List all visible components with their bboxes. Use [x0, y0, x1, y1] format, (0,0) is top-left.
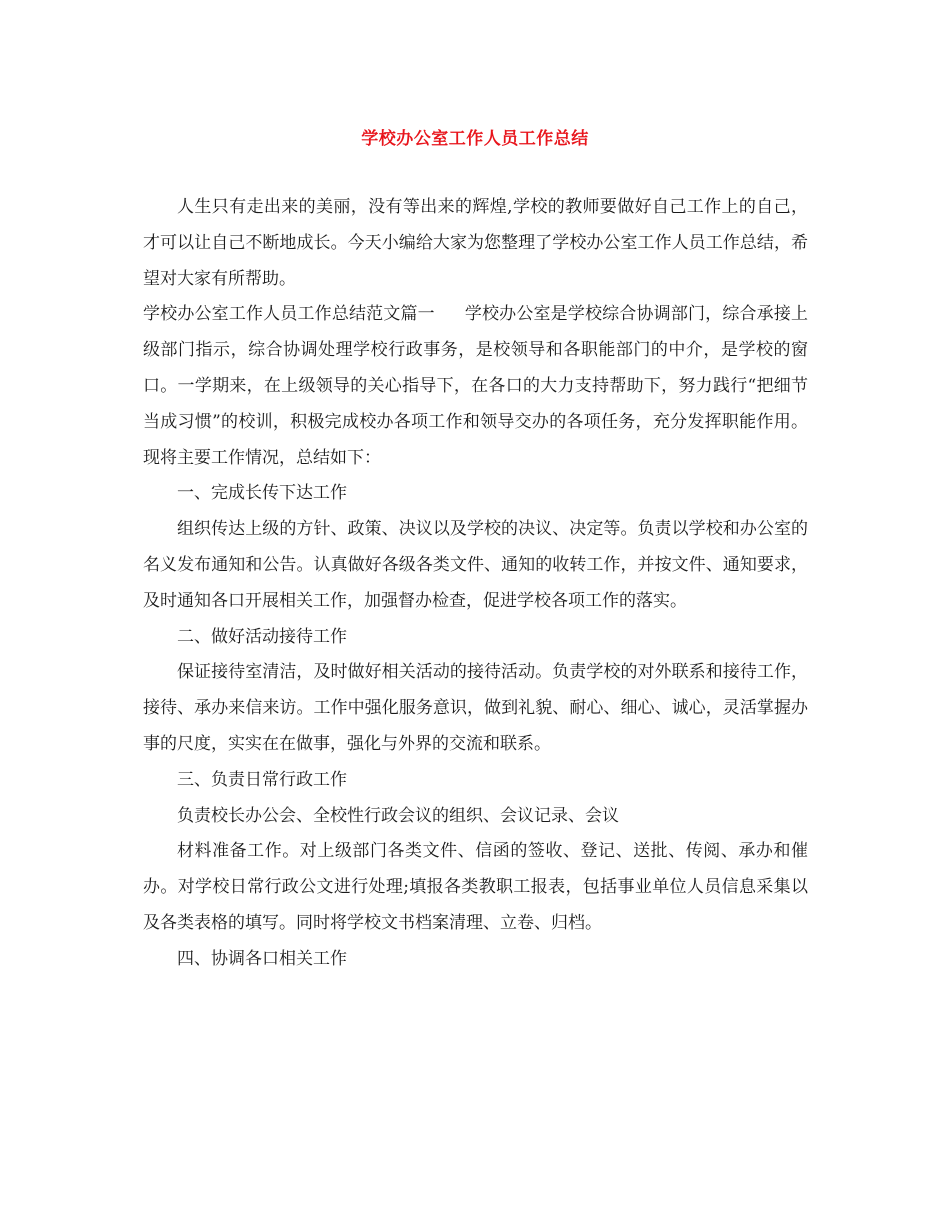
heading-2: 二、做好活动接待工作 — [177, 626, 347, 647]
heading-1: 一、完成长传下达工作 — [177, 483, 347, 504]
paragraph-3b: 材料准备工作。对上级部门各类文件、信函的签收、登记、送批、传阅、承办和催办。对学校日常行政公文进行处理;填报各类教职工报表，包括事业单位人员信息采集以及各类表格的填写。同时将学校文书档案清理、立卷、归档。 — [143, 841, 808, 933]
paragraph-2: 保证接待室清洁，及时做好相关活动的接待活动。负责学校的对外联系和接待工作，接待、承办来信来访。工作中强化服务意识，做到礼貌、耐心、细心、诚心，灵活掌握办事的尺度，实实在在做事，强化与外界的交流和联系。 — [143, 662, 808, 754]
paragraph-1: 组织传达上级的方针、政策、决议以及学校的决议、决定等。负责以学校和办公室的名义发布通知和公告。认真做好各级各类文件、通知的收转工作，并按文件、通知要求，及时通知各口开展相关工作，加强督办检查，促进学校各项工作的落实。 — [143, 519, 808, 611]
section-intro: 学校办公室是学校综合协调部门，综合承接上级部门指示，综合协调处理学校行政事务，是校领导和各职能部门的中介，是学校的窗口。一学期来，在上级领导的关心指导下，在各口的大力支持帮助下，努力践行“把细节当成习惯”的校训，积极完成校办各项工作和领导交办的各项任务，充分发挥职能作用。现将主要工作情况，总结如下： — [143, 304, 809, 468]
heading-4: 四、协调各口相关工作 — [177, 948, 347, 969]
paragraph-3a: 负责校长办公会、全校性行政会议的组织、会议记录、会议 — [177, 805, 619, 826]
document-title: 学校办公室工作人员工作总结 — [361, 129, 589, 149]
heading-3: 三、负责日常行政工作 — [177, 769, 347, 790]
section-heading: 学校办公室工作人员工作总结范文篇一 — [143, 304, 435, 325]
document-body — [143, 190, 808, 978]
intro-paragraph: 人生只有走出来的美丽，没有等出来的辉煌,学校的教师要做好自己工作上的自己，才可以让自己不断地成长。今天小编给大家为您整理了学校办公室工作人员工作总结，希望对大家有所帮助。 — [143, 197, 808, 289]
section-paragraph — [143, 297, 808, 476]
